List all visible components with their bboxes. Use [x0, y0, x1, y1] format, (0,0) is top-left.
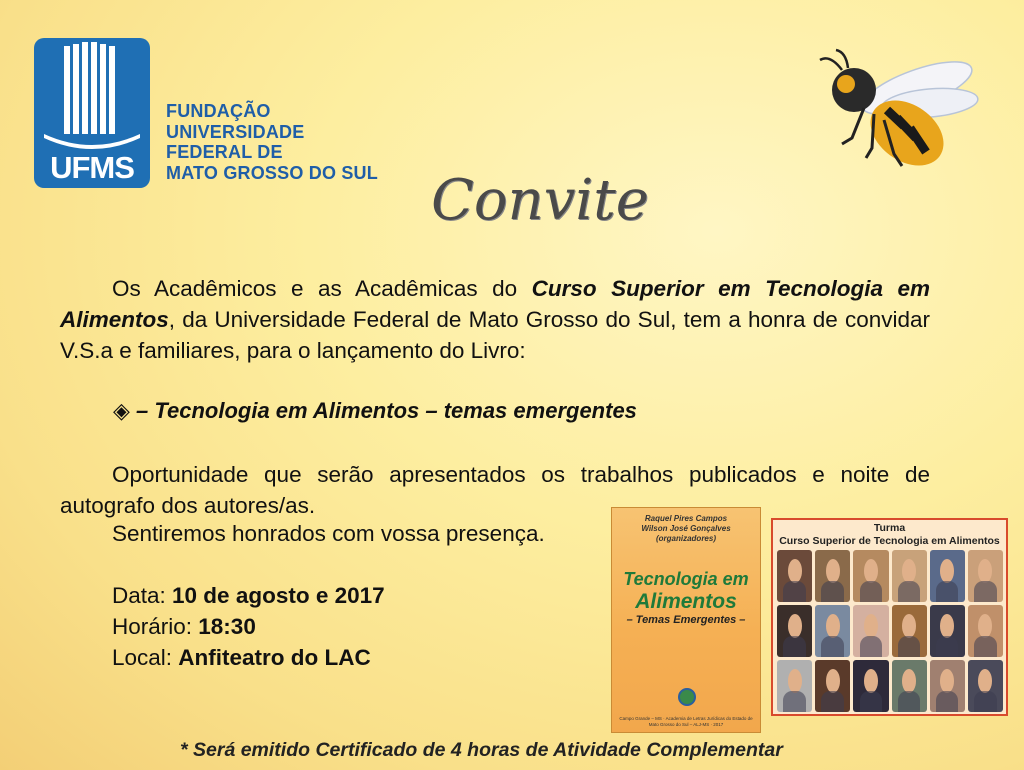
class-photo-panel: [771, 518, 1008, 716]
cover-authors: [612, 514, 760, 544]
event-date: [112, 583, 385, 609]
student-photo: [968, 605, 1003, 657]
student-photo: [930, 660, 965, 712]
place-label: Local:: [112, 645, 179, 670]
opportunity-paragraph: [60, 459, 930, 521]
date-value: 10 de agosto e 2017: [172, 583, 385, 608]
event-time: [112, 614, 256, 640]
intro-text: Os Acadêmicos e as Acadêmicas do: [112, 276, 532, 301]
student-photo: [853, 660, 888, 712]
student-photo: [968, 550, 1003, 602]
opportunity-text: Oportunidade que serão apresentados os trabalhos publicados e noite de autografo dos autores/as.: [60, 462, 930, 518]
student-photo: [777, 550, 812, 602]
class-heading-line: Curso Superior de Tecnologia em Alimentos: [779, 535, 1000, 547]
time-value: 18:30: [198, 614, 256, 639]
student-photo: [892, 660, 927, 712]
cover-author: Raquel Pires Campos: [644, 514, 728, 523]
institution-line: FEDERAL DE: [166, 142, 283, 162]
book-title: – Tecnologia em Alimentos – temas emergentes: [129, 398, 637, 423]
student-photo: [968, 660, 1003, 712]
student-photo: [930, 550, 965, 602]
student-photo: [815, 605, 850, 657]
student-photo: [777, 660, 812, 712]
institution-line: UNIVERSIDADE: [166, 121, 305, 142]
book-title-line: [113, 398, 637, 424]
honor-line: Sentiremos honrados com vossa presença.: [112, 521, 545, 546]
course-name: Curso Superior em Tecnologia em Alimentos: [60, 276, 930, 332]
institution-line: FUNDAÇÃO: [166, 101, 271, 121]
cover-title-line1: Tecnologia em: [623, 569, 749, 589]
class-heading-line: Turma: [873, 522, 906, 534]
student-photo: [892, 550, 927, 602]
invitation-title: Convite: [431, 168, 649, 233]
logo-acronym: UFMS: [50, 150, 134, 185]
student-photo: [815, 550, 850, 602]
institution-line: MATO GROSSO DO SUL: [166, 162, 378, 183]
class-panel-heading: [773, 522, 1006, 548]
certificate-note: * Será emitido Certificado de 4 horas de Atividade Complementar: [180, 739, 783, 761]
cover-title-line2: Alimentos: [635, 590, 737, 613]
publisher-seal-icon: [678, 688, 696, 706]
place-value: Anfiteatro do LAC: [178, 645, 371, 670]
event-place: [112, 645, 371, 671]
student-photo: [892, 605, 927, 657]
cover-subtitle: – Temas Emergentes –: [626, 614, 746, 626]
date-label: Data:: [112, 583, 173, 608]
student-photo-grid: [777, 550, 1003, 712]
ufms-logo: [34, 38, 150, 188]
student-photo: [930, 605, 965, 657]
diamond-bullet-icon: ◈: [113, 398, 130, 423]
invitation-paragraph: [60, 273, 930, 366]
invitation-rest-text: , da Universidade Federal de Mato Grosso do Sul, tem a honra de convidar V.S.a e familiares, para o lançamento do Livro:: [60, 307, 930, 363]
institution-name: [166, 101, 378, 183]
cover-author: Wilson José Gonçalves: [641, 524, 731, 533]
cover-role: (organizadores): [655, 534, 716, 543]
student-photo: [853, 550, 888, 602]
cover-publisher: Campo Grande – MS · Academia de Letras Jurídicas do Estado de Mato Grosso do Sul – ALJ-MS · 2017: [619, 716, 753, 727]
student-photo: [815, 660, 850, 712]
student-photo: [777, 605, 812, 657]
bee-icon: [812, 48, 987, 183]
book-cover-image: [611, 507, 761, 733]
time-label: Horário:: [112, 614, 199, 639]
student-photo: [853, 605, 888, 657]
